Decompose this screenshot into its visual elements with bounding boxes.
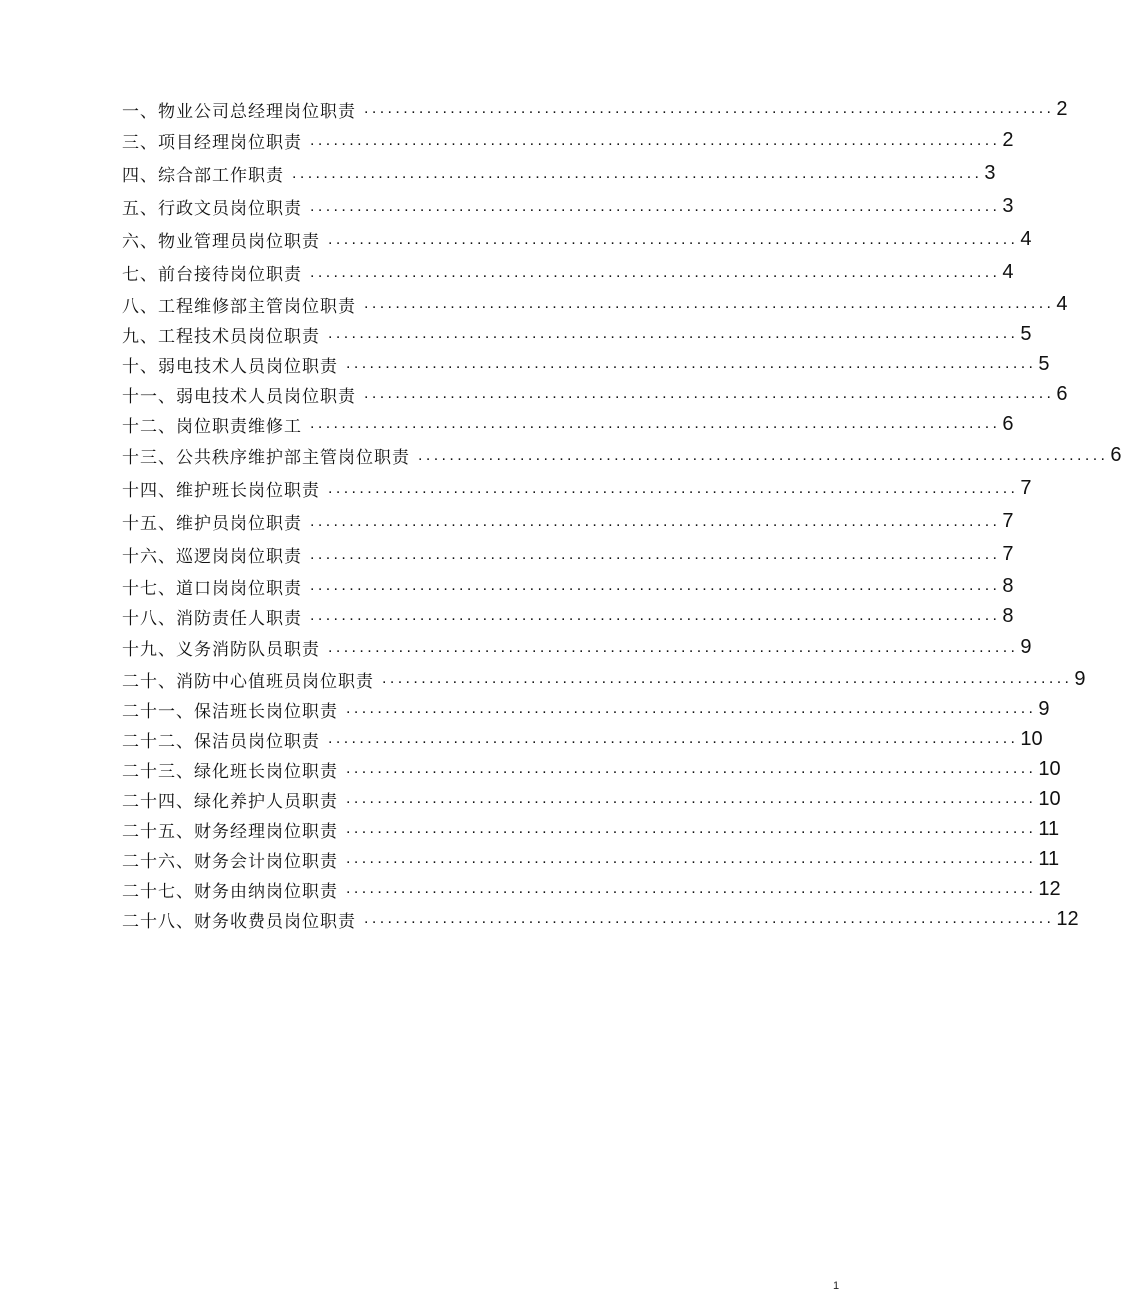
toc-entry-page: 9: [1038, 697, 1050, 720]
toc-entry-page: 3: [984, 162, 996, 184]
toc-entry-page: 4: [1056, 292, 1068, 315]
toc-entry-title: 二十八、财务收费员岗位职责: [122, 911, 356, 932]
toc-leader-dots: ........................................................................................: [292, 164, 983, 182]
toc-entry-page: 9: [1074, 667, 1086, 690]
toc-leader-dots: ........................................................................................: [310, 263, 1001, 281]
toc-leader-dots: ........................................................................................: [364, 385, 1055, 402]
toc-entry-page: 11: [1038, 847, 1060, 870]
toc-entry-title: 六、物业管理员岗位职责: [122, 232, 320, 252]
toc-leader-dots: ........................................................................................: [364, 295, 1055, 312]
toc-leader-dots: ........................................................................................: [310, 197, 1001, 215]
toc-entry-page: 7: [1020, 477, 1032, 499]
toc-entry-title: 十二、岗位职责维修工: [122, 416, 302, 437]
toc-entry-page: 2: [1002, 129, 1014, 151]
toc-entry-title: 十五、维护员岗位职责: [122, 514, 302, 534]
toc-entry[interactable]: [122, 538, 1014, 571]
toc-entry-page: 2: [1056, 97, 1068, 120]
toc-entry-title: 三、项目经理岗位职责: [122, 133, 302, 153]
toc-entry[interactable]: [122, 472, 1032, 505]
toc-entry[interactable]: [122, 664, 1086, 694]
toc-entry[interactable]: [122, 289, 1068, 319]
toc-entry[interactable]: [122, 157, 996, 190]
toc-entry[interactable]: [122, 874, 1061, 904]
toc-leader-dots: ........................................................................................: [328, 730, 1019, 747]
toc-leader-dots: ........................................................................................: [310, 577, 1001, 594]
toc-leader-dots: ........................................................................................: [310, 607, 1001, 624]
toc-entry-title: 十六、巡逻岗岗位职责: [122, 547, 302, 567]
toc-entry-page: 12: [1056, 907, 1079, 930]
toc-entry-title: 二十三、绿化班长岗位职责: [122, 761, 338, 782]
toc-leader-dots: ........................................................................................: [310, 545, 1001, 563]
toc-leader-dots: ........................................................................................: [346, 760, 1037, 777]
toc-entry-page: 4: [1002, 261, 1014, 283]
toc-entry-title: 五、行政文员岗位职责: [122, 199, 302, 219]
toc-entry-title: 二十二、保洁员岗位职责: [122, 731, 320, 752]
toc-leader-dots: ........................................................................................: [346, 700, 1037, 717]
toc-entry-page: 6: [1002, 412, 1014, 435]
toc-entry[interactable]: [122, 256, 1014, 289]
toc-entry-page: 5: [1020, 322, 1032, 345]
toc-entry[interactable]: [122, 379, 1068, 409]
toc-entry[interactable]: [122, 754, 1061, 784]
toc-entry-title: 八、工程维修部主管岗位职责: [122, 296, 356, 317]
toc-leader-dots: ........................................................................................: [346, 820, 1037, 837]
toc-entry[interactable]: [122, 631, 1032, 664]
toc-entry-page: 12: [1038, 877, 1061, 900]
toc-entry-page: 8: [1002, 574, 1014, 597]
toc-entry[interactable]: [122, 223, 1032, 256]
table-of-contents: [122, 94, 1122, 934]
toc-entry-page: 3: [1002, 195, 1014, 217]
toc-entry[interactable]: [122, 319, 1032, 349]
toc-entry-page: 10: [1038, 787, 1061, 810]
toc-entry-title: 十九、义务消防队员职责: [122, 640, 320, 660]
toc-entry-title: 十三、公共秩序维护部主管岗位职责: [122, 448, 410, 468]
toc-entry[interactable]: [122, 349, 1050, 379]
toc-entry-title: 四、综合部工作职责: [122, 166, 284, 186]
toc-entry-page: 9: [1020, 636, 1032, 658]
toc-entry-title: 十七、道口岗岗位职责: [122, 578, 302, 599]
toc-entry[interactable]: [122, 439, 1122, 472]
toc-entry-title: 二十六、财务会计岗位职责: [122, 851, 338, 872]
toc-leader-dots: ........................................................................................: [364, 910, 1055, 927]
toc-entry-title: 十一、弱电技术人员岗位职责: [122, 386, 356, 407]
toc-leader-dots: ........................................................................................: [310, 512, 1001, 530]
toc-entry-page: 5: [1038, 352, 1050, 375]
toc-leader-dots: ........................................................................................: [346, 790, 1037, 807]
toc-entry-title: 十八、消防责任人职责: [122, 608, 302, 629]
toc-entry-title: 二十一、保洁班长岗位职责: [122, 701, 338, 722]
toc-entry[interactable]: [122, 601, 1014, 631]
toc-entry[interactable]: [122, 94, 1068, 124]
toc-leader-dots: ........................................................................................: [346, 880, 1037, 897]
toc-entry[interactable]: [122, 124, 1014, 157]
toc-entry-title: 一、物业公司总经理岗位职责: [122, 101, 356, 122]
toc-entry-page: 6: [1056, 382, 1068, 405]
toc-entry-page: 10: [1020, 727, 1043, 750]
toc-entry-title: 十、弱电技术人员岗位职责: [122, 356, 338, 377]
toc-entry-page: 4: [1020, 228, 1032, 250]
toc-leader-dots: ........................................................................................: [382, 670, 1073, 687]
toc-entry-page: 10: [1038, 757, 1061, 780]
toc-entry-title: 二十、消防中心值班员岗位职责: [122, 671, 374, 692]
toc-entry[interactable]: [122, 409, 1014, 439]
toc-leader-dots: ........................................................................................: [364, 100, 1055, 117]
toc-entry[interactable]: [122, 784, 1061, 814]
toc-entry-title: 二十四、绿化养护人员职责: [122, 791, 338, 812]
toc-entry[interactable]: [122, 814, 1060, 844]
toc-entry[interactable]: [122, 505, 1014, 538]
toc-entry-page: 6: [1110, 444, 1122, 466]
toc-entry-page: 7: [1002, 543, 1014, 565]
toc-entry-title: 十四、维护班长岗位职责: [122, 481, 320, 501]
toc-leader-dots: ........................................................................................: [346, 850, 1037, 867]
toc-entry[interactable]: [122, 904, 1079, 934]
toc-entry[interactable]: [122, 694, 1050, 724]
toc-entry-title: 二十五、财务经理岗位职责: [122, 821, 338, 842]
toc-entry[interactable]: [122, 190, 1014, 223]
toc-leader-dots: ........................................................................................: [328, 638, 1019, 656]
toc-entry[interactable]: [122, 844, 1060, 874]
toc-leader-dots: ........................................................................................: [328, 479, 1019, 497]
toc-entry[interactable]: [122, 571, 1014, 601]
toc-leader-dots: ........................................................................................: [328, 230, 1019, 248]
toc-leader-dots: ........................................................................................: [310, 131, 1001, 149]
toc-entry[interactable]: [122, 724, 1043, 754]
toc-entry-page: 11: [1038, 817, 1060, 840]
toc-leader-dots: ........................................................................................: [328, 325, 1019, 342]
page-number: 1: [833, 1280, 840, 1292]
toc-leader-dots: ........................................................................................: [310, 415, 1001, 432]
toc-entry-title: 二十七、财务由纳岗位职责: [122, 881, 338, 902]
toc-entry-page: 8: [1002, 604, 1014, 627]
toc-entry-title: 九、工程技术员岗位职责: [122, 326, 320, 347]
toc-entry-title: 七、前台接待岗位职责: [122, 265, 302, 285]
toc-leader-dots: ........................................................................................: [346, 355, 1037, 372]
toc-leader-dots: ........................................................................................: [418, 446, 1109, 464]
toc-entry-page: 7: [1002, 510, 1014, 532]
